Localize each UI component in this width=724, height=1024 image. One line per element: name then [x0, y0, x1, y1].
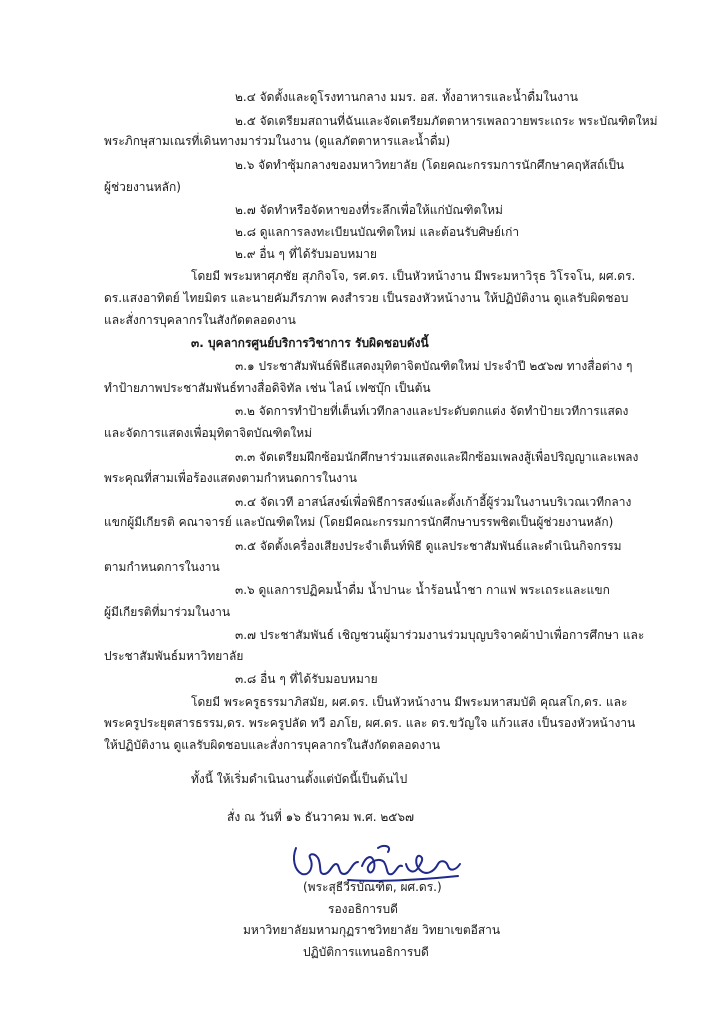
item-3-6: ๓.๖ ดูแลการปฏิคมน้ำดื่ม น้ำปานะ น้ำร้อนน้ำชา กาแฟ พระเถระและแขก	[235, 583, 610, 597]
para-2-line-2: ดร.แสงอาทิตย์ ไทยมิตร และนายคัมภีรภาพ คงสำรวย เป็นรองหัวหน้างาน ให้ปฏิบัติงาน ดูแลรับผิดชอบ	[104, 291, 629, 305]
item-3-4-cont: แขกผู้มีเกียรติ คณาจารย์ และบัณฑิตใหม่ (โดยมีคณะกรรมการนักศึกษาบรรพชิตเป็นผู้ช่วยงานหลัก)	[104, 515, 614, 529]
item-3-3-cont: พระคุณที่สามเพื่อร้องแสดงตามกำหนดการในงาน	[104, 471, 357, 485]
item-2-6: ๒.๖ จัดทำซุ้มกลางของมหาวิทยาลัย (โดยคณะกรรมการนักศึกษาคฤหัสถ์เป็น	[235, 158, 625, 172]
para-3-line-2: พระครูประยุตสารธรรม,ดร. พระครูปลัด ทวี อภโย, ผศ.ดร. และ ดร.ขวัญใจ แก้วแสง เป็นรองหัวหน้างาน	[104, 716, 636, 730]
item-2-5: ๒.๕ จัดเตรียมสถานที่ฉันและจัดเตรียมภัตตาหารเพลถวายพระเถระ พระบัณฑิตใหม่	[235, 114, 658, 128]
signatory-acting: ปฏิบัติการแทนอธิการบดี	[303, 945, 429, 959]
item-2-7: ๒.๗ จัดทำหรือจัดหาของที่ระลึกเพื่อให้แก่บัณฑิตใหม่	[235, 203, 503, 217]
effective-statement: ทั้งนี้ ให้เริ่มดำเนินงานตั้งแต่บัดนี้เป็นต้นไป	[191, 772, 408, 786]
item-2-4: ๒.๔ จัดตั้งและดูโรงทานกลาง มมร. อส. ทั้งอาหารและน้ำดื่มในงาน	[235, 90, 578, 104]
item-3-7: ๓.๗ ประชาสัมพันธ์ เชิญชวนผู้มาร่วมงานร่วมบุญบริจาคผ้าป่าเพื่อการศึกษา และ	[235, 628, 645, 642]
item-2-5-cont: พระภิกษุสามเณรที่เดินทางมาร่วมในงาน (ดูแลภัตตาหารและน้ำดื่ม)	[104, 134, 451, 148]
item-3-2: ๓.๒ จัดการทำป้ายที่เต็นท์เวทีกลางและประดับตกแต่ง จัดทำป้ายเวทีการแสดง	[235, 404, 629, 418]
item-3-4: ๓.๔ จัดเวที อาสน์สงฆ์เพื่อพิธีการสงฆ์และตั้งเก้าอี้ผู้ร่วมในงานบริเวณเวทีกลาง	[235, 495, 632, 509]
item-3-7-cont: ประชาสัมพันธ์มหาวิทยาลัย	[104, 649, 244, 663]
signatory-title: รองอธิการบดี	[328, 902, 398, 916]
para-2-line-3: และสั่งการบุคลากรในสังกัดตลอดงาน	[104, 313, 296, 327]
item-3-2-cont: และจัดการแสดงเพื่อมุทิตาจิตบัณฑิตใหม่	[104, 426, 313, 440]
item-3-1: ๓.๑ ประชาสัมพันธ์พิธีแสดงมุทิตาจิตบัณฑิตใหม่ ประจำปี ๒๕๖๗ ทางสื่อต่าง ๆ	[235, 359, 633, 373]
signatory-name: (พระสุธีวีรบัณฑิต, ผศ.ดร.)	[303, 880, 442, 894]
item-2-8: ๒.๘ ดูแลการลงทะเบียนบัณฑิตใหม่ และต้อนรับศิษย์เก่า	[235, 225, 520, 239]
item-3-3: ๓.๓ จัดเตรียมฝึกซ้อมนักศึกษาร่วมแสดงและฝึกซ้อมเพลงสู้เพื่อปริญญาและเพลง	[235, 450, 639, 464]
item-3-1-cont: ทำป้ายภาพประชาสัมพันธ์ทางสื่อดิจิทัล เช่น ไลน์ เฟซบุ๊ก เป็นต้น	[104, 381, 431, 395]
para-3-line-3: ให้ปฏิบัติงาน ดูแลรับผิดชอบและสั่งการบุคลากรในสังกัดตลอดงาน	[104, 738, 441, 752]
item-3-5-cont: ตามกำหนดการในงาน	[104, 560, 220, 574]
item-2-9: ๒.๙ อื่น ๆ ที่ได้รับมอบหมาย	[235, 247, 377, 261]
item-3-6-cont: ผู้มีเกียรติที่มาร่วมในงาน	[104, 605, 231, 619]
order-date: สั่ง ณ วันที่ ๑๖ ธันวาคม พ.ศ. ๒๕๖๗	[227, 810, 415, 824]
item-3-8: ๓.๘ อื่น ๆ ที่ได้รับมอบหมาย	[235, 672, 378, 686]
para-2-line-1: โดยมี พระมหาศุภชัย สุภกิจโจ, รศ.ดร. เป็นหัวหน้างาน มีพระมหาวิรุธ วิโรจโน, ผศ.ดร.	[191, 269, 636, 283]
signatory-org: มหาวิทยาลัยมหามกุฏราชวิทยาลัย วิทยาเขตอีสาน	[243, 923, 501, 937]
item-3-5: ๓.๕ จัดตั้งเครื่องเสียงประจำเต็นท์พิธี ดูแลประชาสัมพันธ์และดำเนินกิจกรรม	[235, 539, 622, 553]
item-2-6-cont: ผู้ช่วยงานหลัก)	[104, 180, 181, 194]
section-3-heading: ๓. บุคลากรศูนย์บริการวิชาการ รับผิดชอบดังนี้	[191, 336, 429, 350]
para-3-line-1: โดยมี พระครูธรรมาภิสมัย, ผศ.ดร. เป็นหัวหน้างาน มีพระมหาสมบัติ คุณสโก,ดร. และ	[191, 695, 628, 709]
